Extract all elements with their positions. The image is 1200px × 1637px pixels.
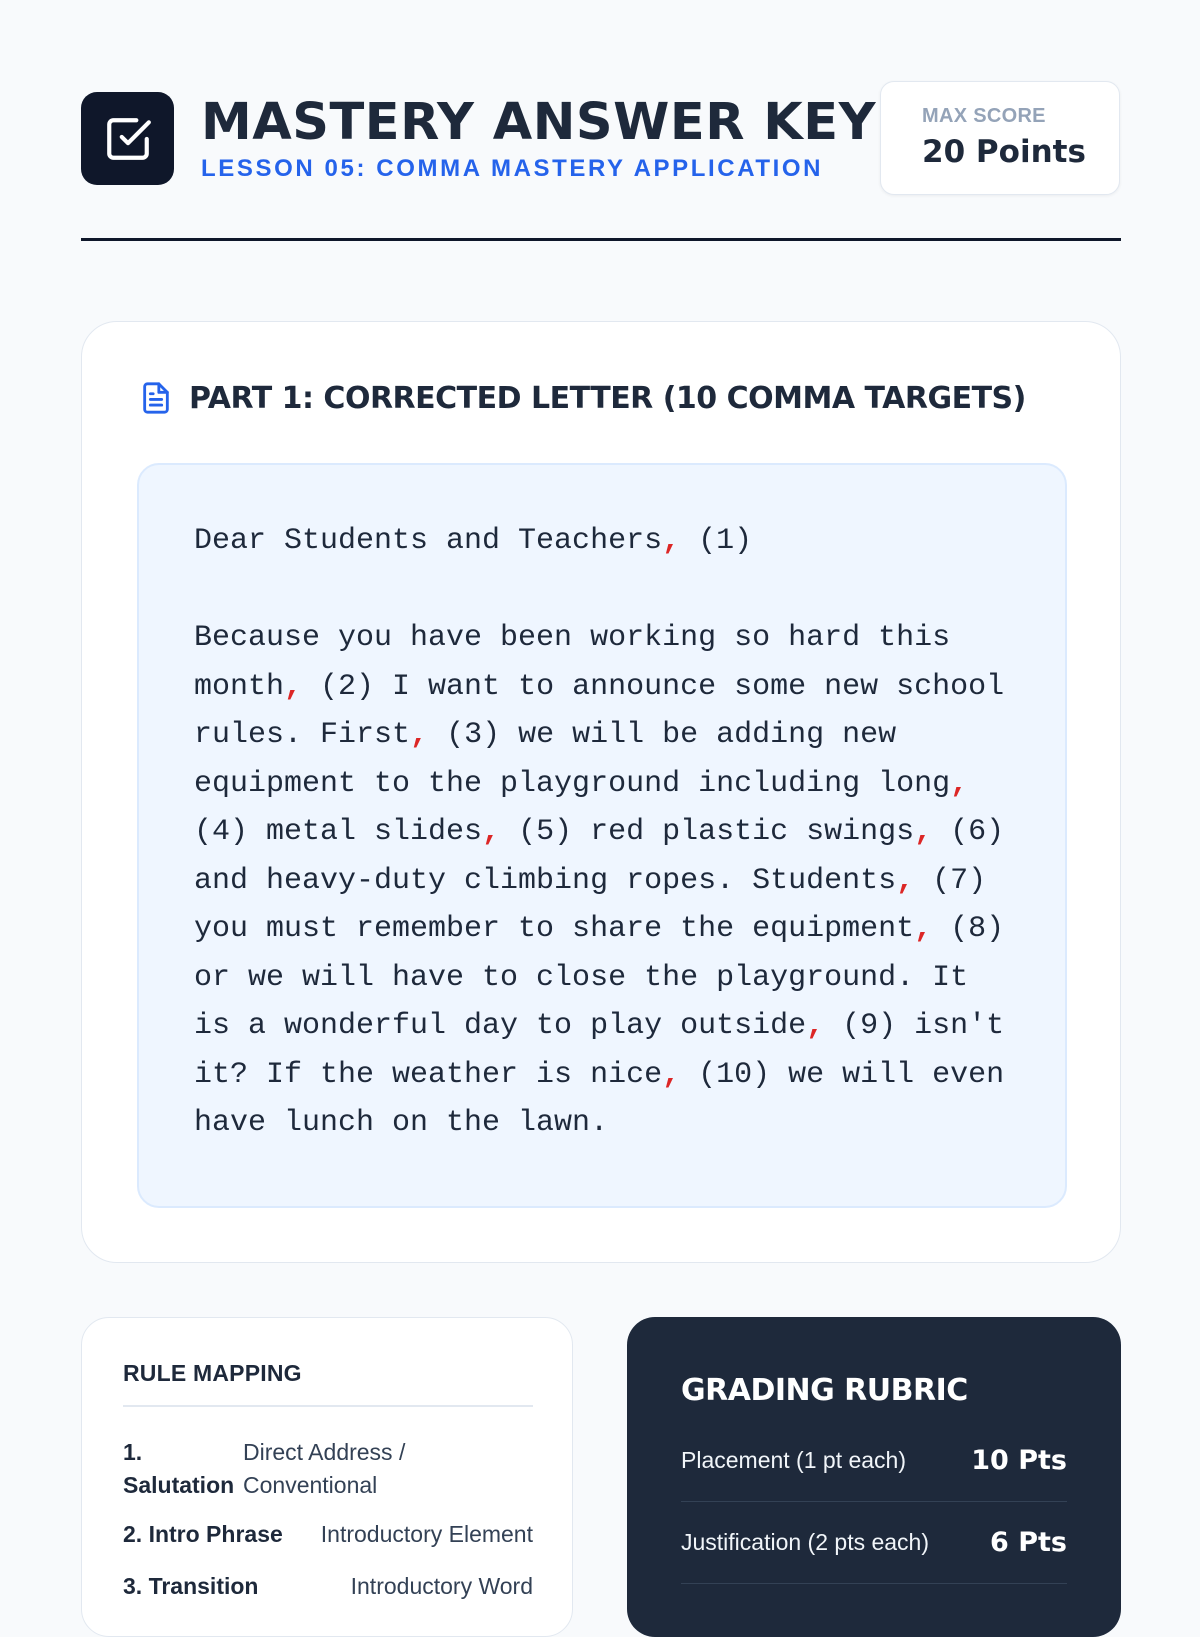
rubric-points: 6 Pts [990, 1527, 1067, 1558]
rule-value: Introductory Word [350, 1573, 533, 1599]
letter-text: is a wonderful day to play outside [194, 1009, 807, 1043]
letter-text: (6) [932, 815, 1005, 849]
rubric-row [681, 1502, 1067, 1584]
rubric-row [681, 1420, 1067, 1502]
comma-mark: , [482, 815, 501, 849]
max-score-label: MAX SCORE [922, 105, 1046, 127]
comma-mark: , [896, 863, 915, 898]
letter-text: (9) isn't [824, 1009, 1005, 1043]
letter-text: (3) we will be adding new [428, 718, 897, 752]
document-icon [139, 378, 175, 418]
max-score-card [880, 81, 1120, 195]
page-header [81, 81, 1121, 241]
divider [123, 1405, 533, 1407]
letter-text: you must remember to share the equipment [194, 912, 915, 946]
max-score-value: 20 Points [922, 134, 1086, 170]
rubric-points: 10 Pts [971, 1445, 1067, 1476]
letter-text: (5) red plastic swings [500, 815, 915, 849]
rule-value-line: Direct Address / [243, 1439, 406, 1465]
letter-text: have lunch on the lawn. [194, 1106, 609, 1140]
rule-mapping-title: RULE MAPPING [123, 1360, 302, 1386]
comma-mark: , [914, 815, 933, 849]
comma-mark: , [410, 718, 429, 752]
rule-key-line: 1. [123, 1439, 143, 1465]
comma-mark: , [284, 669, 303, 704]
letter-text: it? If the weather is nice [194, 1057, 663, 1092]
rule-value [243, 1436, 533, 1502]
comma-mark: , [662, 1057, 681, 1092]
letter-text: (10) we will even [680, 1057, 1005, 1092]
grading-rubric-title: GRADING RUBRIC [681, 1373, 968, 1408]
letter-text: Because you have been working so hard this [194, 621, 951, 655]
rubric-label: Placement (1 pt each) [681, 1447, 907, 1473]
grading-rubric-card [627, 1317, 1121, 1637]
rule-value-line: Conventional [243, 1472, 378, 1498]
corrected-letter-box [137, 463, 1067, 1208]
letter-text: or we will have to close the playground. It [194, 960, 969, 995]
page-title: MASTERY ANSWER KEY [201, 93, 877, 152]
letter-text: rules. First [194, 718, 411, 752]
comma-mark: , [950, 766, 969, 801]
rule-row [123, 1436, 533, 1502]
letter-text: and heavy-duty climbing ropes. Students [194, 863, 897, 898]
rule-key: 3. Transition [123, 1573, 259, 1599]
letter-text: (7) [914, 863, 987, 898]
part1-title: PART 1: CORRECTED LETTER (10 COMMA TARGETS) [189, 380, 1026, 416]
letter-text: equipment to the playground including long [194, 766, 951, 801]
letter-text: month [194, 669, 285, 704]
rule-row [123, 1518, 533, 1551]
letter-text: (8) [932, 912, 1005, 946]
rule-key [123, 1436, 234, 1502]
rubric-label: Justification (2 pts each) [681, 1529, 930, 1555]
rule-value: Introductory Element [320, 1521, 533, 1547]
part1-heading [139, 378, 1026, 418]
rule-key-line: Salutation [123, 1472, 235, 1498]
rule-row [123, 1570, 533, 1603]
checkbox-check-icon [81, 92, 174, 185]
comma-mark: , [806, 1009, 825, 1043]
letter-text: (2) I want to announce some new school [302, 669, 1005, 704]
letter-text: Dear Students and Teachers [194, 524, 663, 558]
comma-target-label: (1) [680, 524, 753, 558]
rule-key: 2. Intro Phrase [123, 1521, 283, 1547]
letter-text: (4) metal slides [194, 815, 483, 849]
part1-card [81, 321, 1121, 1263]
corrected-letter [194, 517, 1014, 1148]
rule-mapping-card [81, 1317, 573, 1637]
comma-mark: , [662, 524, 681, 558]
comma-mark: , [914, 912, 933, 946]
page-subtitle: LESSON 05: COMMA MASTERY APPLICATION [201, 155, 824, 182]
